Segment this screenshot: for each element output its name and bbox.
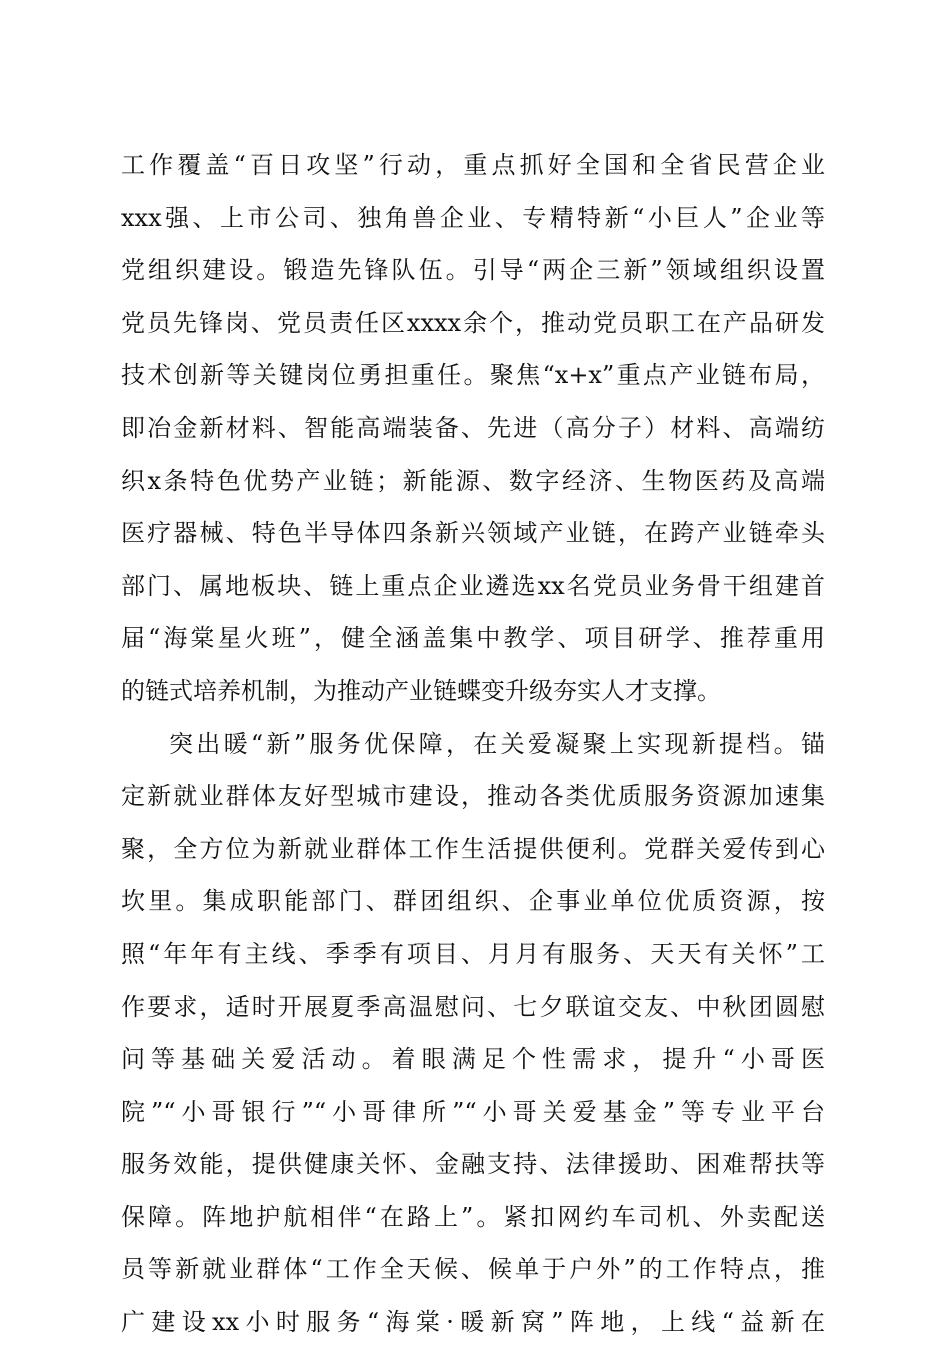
text-line: 员等新就业群体“工作全天候、候单于户外”的工作特点，推 [121,1255,825,1284]
text-line: 保障。阵地护航相伴“在路上”。紧扣网约车司机、外卖配送 [121,1202,825,1231]
text-line: 届“海棠星火班”，健全涵盖集中教学、项目研学、推荐重用 [121,624,825,653]
text-line: 织x条特色优势产业链；新能源、数字经济、生物医药及高端 [121,466,825,495]
text-line: 党组织建设。锻造先锋队伍。引导“两企三新”领域组织设置 [121,256,825,285]
text-line: 服务效能，提供健康关怀、金融支持、法律援助、困难帮扶等 [121,1150,825,1179]
text-line: 问等基础关爱活动。着眼满足个性需求，提升“小哥医 [121,1045,825,1074]
text-line: 院”“小哥银行”“小哥律所”“小哥关爱基金”等专业平台 [121,1097,825,1126]
text-line: 技术创新等关键岗位勇担重任。聚焦“x+x”重点产业链布局， [121,361,825,390]
text-line: xxx强、上市公司、独角兽企业、专精特新“小巨人”企业等 [121,203,825,232]
paragraph-2 [121,718,825,1349]
text-line: 工作覆盖“百日攻坚”行动，重点抓好全国和全省民营企业 [121,151,825,179]
text-line: 坎里。集成职能部门、群团组织、企事业单位优质资源，按 [121,887,825,916]
document-body [121,139,825,1349]
text-line: 照“年年有主线、季季有项目、月月有服务、天天有关怀”工 [121,939,825,968]
text-line: 作要求，适时开展夏季高温慰问、七夕联谊交友、中秋团圆慰 [121,992,825,1021]
text-line: 聚，全方位为新就业群体工作生活提供便利。党群关爱传到心 [121,834,825,863]
text-line: 党员先锋岗、党员责任区xxxx余个，推动党员职工在产品研发 [121,308,825,337]
text-line: 部门、属地板块、链上重点企业遴选xx名党员业务骨干组建首 [121,571,825,600]
text-line: 定新就业群体友好型城市建设，推动各类优质服务资源加速集 [121,782,825,811]
text-line: 突出暖“新”服务优保障，在关爱凝聚上实现新提档。锚 [169,729,825,758]
text-line: 的链式培养机制，为推动产业链蝶变升级夯实人才支撑。 [121,676,721,705]
paragraph-1 [121,139,825,718]
text-line: 医疗器械、特色半导体四条新兴领域产业链，在跨产业链牵头 [121,519,825,548]
text-line: 即冶金新材料、智能高端装备、先进（高分子）材料、高端纺 [121,413,825,442]
text-line: 广建设xx小时服务“海棠·暖新窝”阵地，上线“益新在 [121,1308,825,1337]
